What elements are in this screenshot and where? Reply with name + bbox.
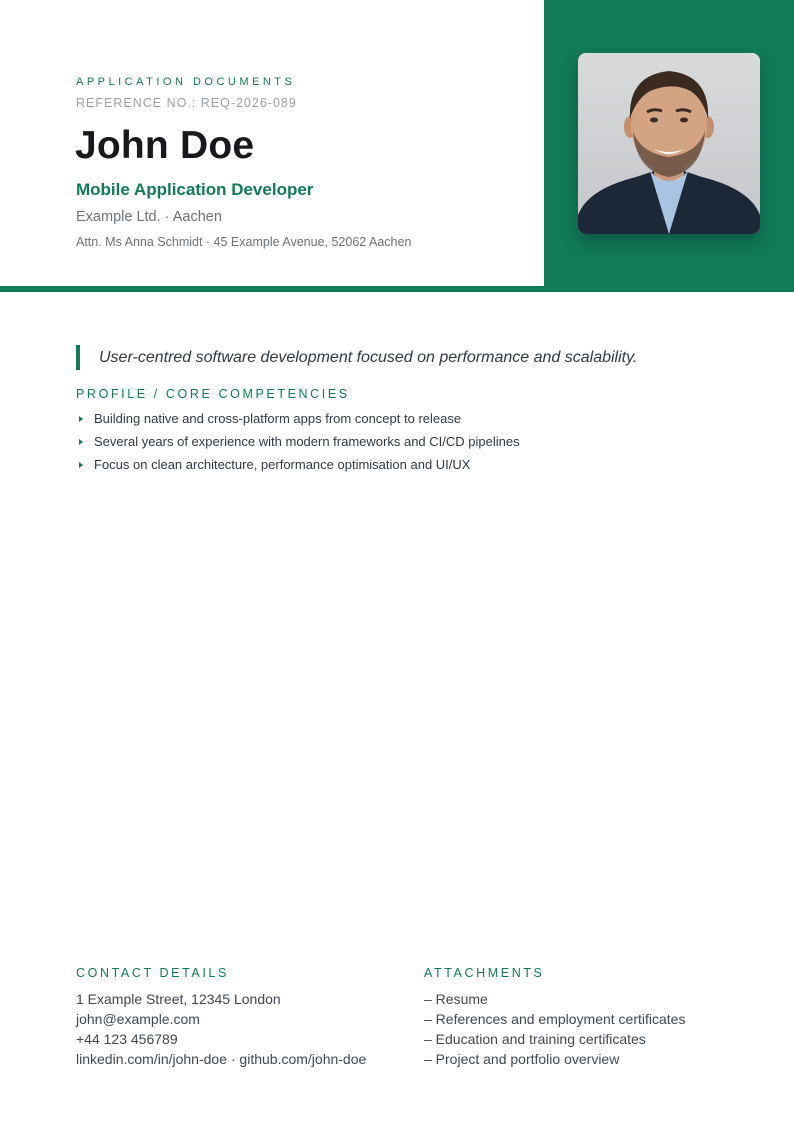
contact-address: 1 Example Street, 12345 London (76, 991, 281, 1007)
bullet-triangle-icon (79, 416, 83, 422)
recipient-line: Attn. Ms Anna Schmidt · 45 Example Avenue, 52062 Aachen (76, 235, 412, 249)
attachment-item: – References and employment certificates (424, 1011, 686, 1027)
header-divider (0, 286, 794, 292)
competencies-list (76, 410, 520, 479)
profile-section-title: PROFILE / CORE COMPETENCIES (76, 387, 350, 401)
profile-photo (578, 53, 760, 234)
company-line: Example Ltd. · Aachen (76, 209, 222, 225)
competency-item (76, 433, 520, 456)
attachment-item: – Project and portfolio overview (424, 1051, 620, 1067)
tagline: User-centred software development focused on performance and scalability. (76, 345, 637, 370)
competency-item (76, 410, 520, 433)
bullet-triangle-icon (79, 439, 83, 445)
competency-text: Several years of experience with modern frameworks and CI/CD pipelines (94, 434, 520, 449)
attachment-item: – Education and training certificates (424, 1031, 646, 1047)
competency-text: Focus on clean architecture, performance optimisation and UI/UX (94, 457, 471, 472)
contact-phone: +44 123 456789 (76, 1031, 178, 1047)
job-title: Mobile Application Developer (76, 180, 314, 199)
competency-text: Building native and cross-platform apps from concept to release (94, 411, 462, 426)
bullet-triangle-icon (79, 462, 83, 468)
attachments-list (424, 989, 685, 1069)
contact-profiles: linkedin.com/in/john-doe · github.com/john-doe (76, 1051, 367, 1067)
competency-item (76, 456, 520, 479)
document-overline: APPLICATION DOCUMENTS (76, 76, 296, 88)
contact-email: john@example.com (76, 1011, 200, 1027)
contact-section-title: CONTACT DETAILS (76, 966, 229, 980)
page-header (0, 0, 794, 292)
reference-number: REFERENCE NO.: REQ-2026-089 (76, 96, 297, 110)
attachment-item: – Resume (424, 991, 488, 1007)
attachments-section-title: ATTACHMENTS (424, 966, 545, 980)
applicant-name: John Doe (75, 124, 255, 167)
contact-list (76, 989, 366, 1069)
